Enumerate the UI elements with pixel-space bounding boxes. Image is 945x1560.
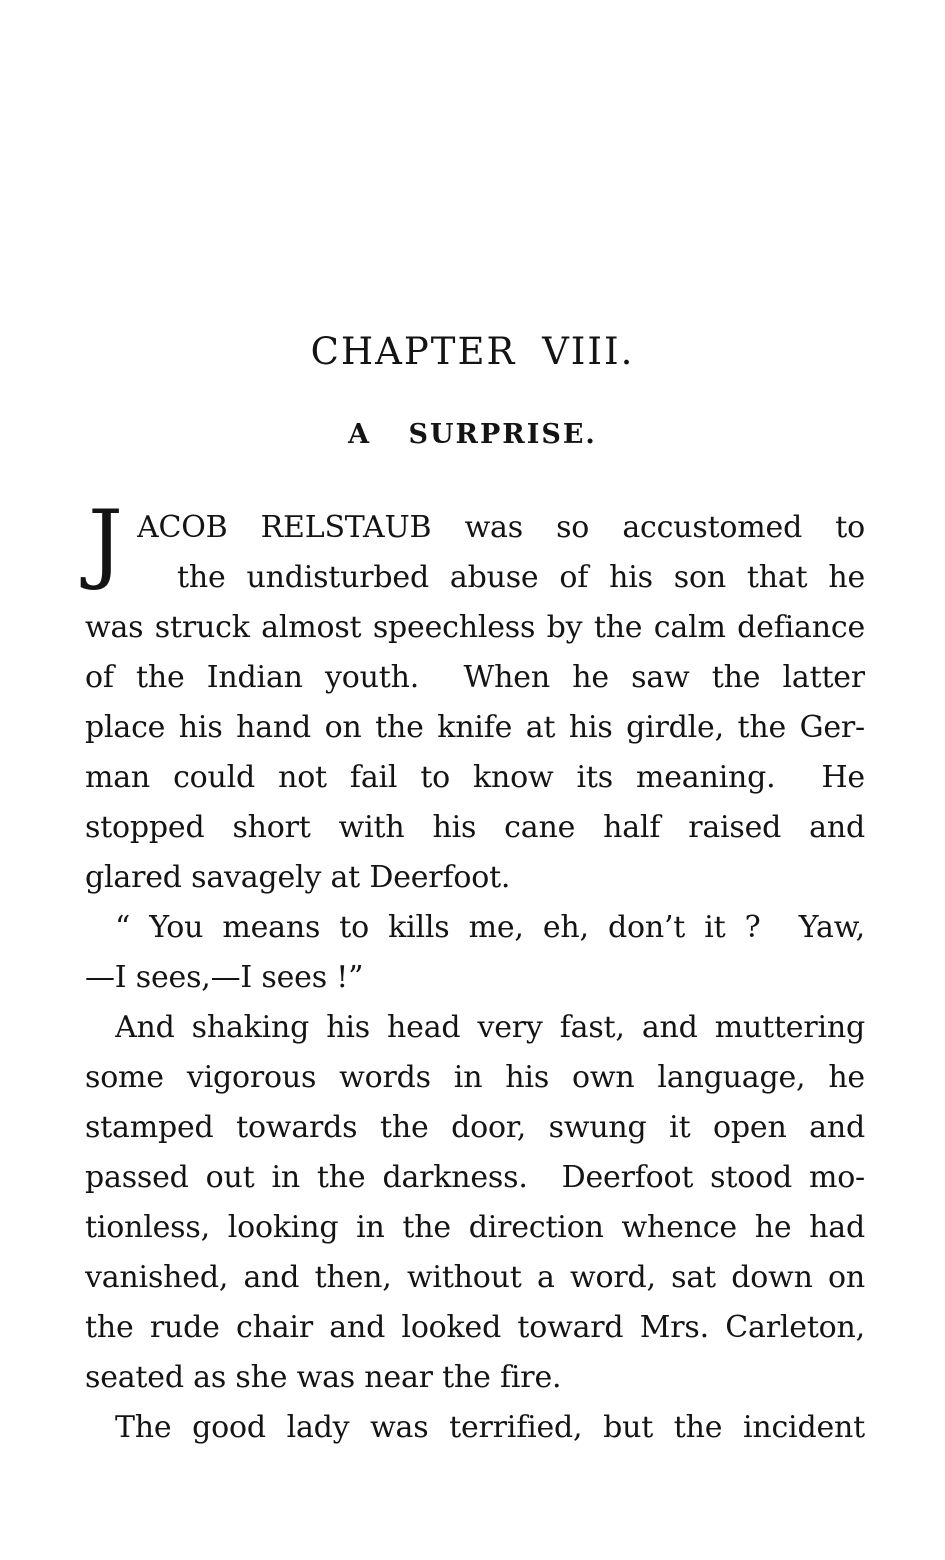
text-line: vanished, and then, without a word, sat down on [85,1260,865,1295]
text-line: some vigorous words in his own language, he [85,1060,865,1095]
text-line: seated as she was near the fire. [85,1360,562,1395]
text-line: man could not fail to know its meaning. He [85,760,865,795]
text-line: tionless, looking in the direction whence he had [85,1210,865,1245]
text-line: ACOB RELSTAUB was so accustomed to [137,510,865,545]
text-line: of the Indian youth. When he saw the latter [85,660,865,695]
text-line: glared savagely at Deerfoot. [85,860,511,895]
section-heading: A SURPRISE. [348,419,597,450]
text-line: “ You means to kills me, eh, don’t it ? Yaw, [115,910,865,945]
body-text [85,503,865,1453]
text-line: passed out in the darkness. Deerfoot stood mo- [85,1160,865,1195]
text-line: place his hand on the knife at his girdle, the Ger- [85,710,865,745]
chapter-heading: CHAPTER VIII. [310,330,635,373]
text-line: the undisturbed abuse of his son that he [177,560,865,595]
text-line: stopped short with his cane half raised and [85,810,865,845]
text-line: The good lady was terrified, but the incident [115,1410,865,1445]
text-line: was struck almost speechless by the calm defiance [85,610,865,645]
drop-cap-initial: J [88,491,123,593]
text-line: stamped towards the door, swung it open and [85,1110,865,1145]
text-line: And shaking his head very fast, and muttering [115,1010,865,1045]
text-line: the rude chair and looked toward Mrs. Carleton, [85,1310,865,1345]
text-line: —I sees,—I sees !” [85,960,364,995]
